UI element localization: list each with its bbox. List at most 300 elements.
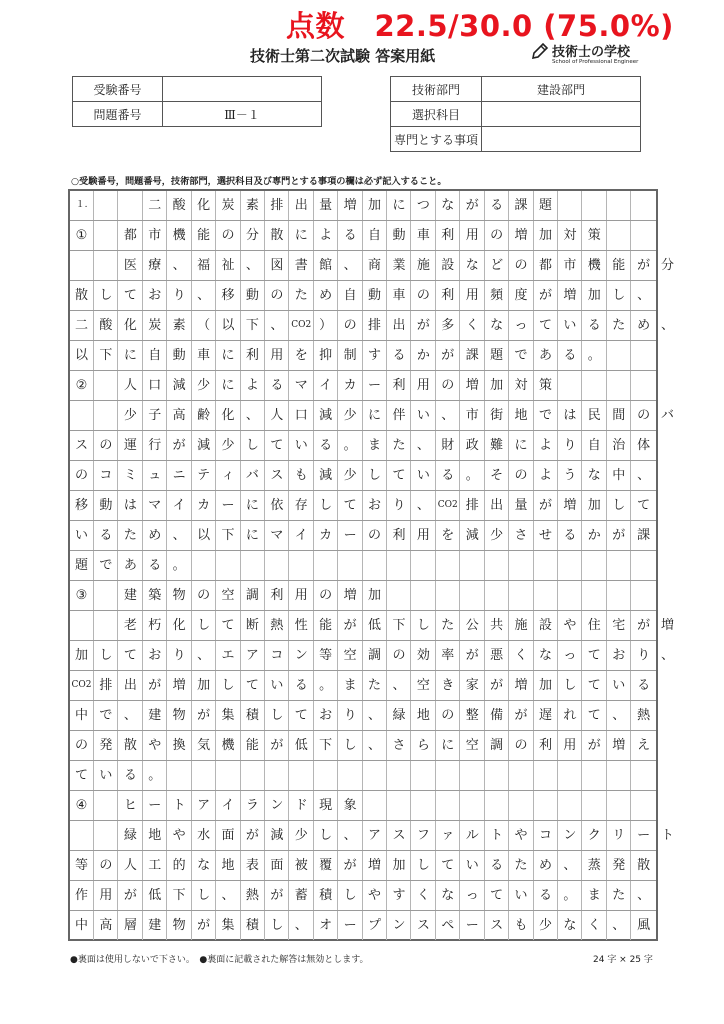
answer-cell	[314, 551, 338, 580]
answer-cell: る	[314, 431, 338, 460]
answer-cell: 少	[339, 401, 363, 430]
answer-cell: た	[290, 281, 314, 310]
answer-cell: 中	[607, 461, 631, 490]
answer-cell: の	[314, 581, 338, 610]
answer-cell: 地	[143, 821, 167, 850]
answer-cell: 課	[461, 341, 485, 370]
answer-cell	[314, 761, 338, 790]
answer-cell: ト	[485, 821, 509, 850]
answer-cell	[217, 761, 241, 790]
answer-cell	[558, 371, 582, 400]
answer-cell: め	[637, 318, 651, 333]
answer-cell	[94, 611, 118, 640]
answer-cell: 少	[290, 821, 314, 850]
answer-cell	[583, 761, 607, 790]
answer-cell: い	[412, 401, 436, 430]
answer-cell: 、	[168, 251, 192, 280]
answer-cell: ュ	[143, 461, 167, 490]
answer-cell: 出	[119, 671, 143, 700]
answer-row	[70, 371, 656, 401]
answer-cell: 利	[241, 341, 265, 370]
answer-cell	[461, 581, 485, 610]
answer-cell: 動	[168, 341, 192, 370]
answer-cell: 、	[637, 468, 651, 483]
answer-cell: が	[534, 281, 558, 310]
answer-cell: た	[436, 611, 460, 640]
exam-number-label: 受験番号	[73, 77, 163, 102]
answer-cell: 増	[558, 281, 582, 310]
answer-cell: ス	[70, 431, 94, 460]
answer-cell: 率	[436, 641, 460, 670]
answer-cell: 下	[217, 521, 241, 550]
exam-number-field[interactable]	[163, 77, 322, 102]
answer-cell	[94, 791, 118, 820]
answer-cell: 利	[436, 281, 460, 310]
answer-cell: 以	[192, 521, 216, 550]
answer-cell	[70, 821, 94, 850]
answer-cell: 化	[119, 311, 143, 340]
answer-cell: 出	[485, 491, 509, 520]
answer-cell	[632, 371, 656, 400]
answer-cell: お	[314, 701, 338, 730]
answer-cell	[363, 551, 387, 580]
margin-overflow-char: ト	[661, 828, 675, 843]
answer-cell: 二	[70, 311, 94, 340]
answer-cell: 策	[534, 371, 558, 400]
answer-grid	[68, 189, 658, 941]
answer-cell: 少	[339, 461, 363, 490]
answer-cell: そ	[485, 461, 509, 490]
answer-cell: れ	[558, 701, 582, 730]
answer-cell: て	[637, 498, 651, 513]
answer-cell	[534, 581, 558, 610]
answer-row	[70, 851, 656, 881]
answer-cell: イ	[314, 371, 338, 400]
answer-cell: っ	[558, 641, 582, 670]
answer-cell: い	[412, 461, 436, 490]
answer-cell	[192, 761, 216, 790]
answer-cell: 地	[412, 701, 436, 730]
answer-cell	[534, 761, 558, 790]
pencil-icon	[530, 41, 550, 61]
answer-cell: 低	[363, 611, 387, 640]
answer-cell: よ	[314, 221, 338, 250]
answer-cell: ー	[637, 828, 651, 843]
footer-notice: ●裏面は使用しないで下さい。 ●裏面に記載された解答は無効とします。	[70, 955, 369, 965]
answer-cell: ン	[290, 641, 314, 670]
answer-cell	[485, 581, 509, 610]
department-label: 技術部門	[391, 77, 482, 102]
answer-cell	[412, 581, 436, 610]
answer-cell: や	[363, 881, 387, 910]
answer-cell: る	[436, 461, 460, 490]
answer-cell: 福	[192, 251, 216, 280]
answer-cell: し	[265, 911, 289, 940]
answer-cell: 出	[290, 191, 314, 220]
answer-cell: し	[412, 851, 436, 880]
answer-row	[70, 731, 656, 761]
answer-cell: が	[461, 641, 485, 670]
answer-cell: 対	[510, 371, 534, 400]
answer-cell: 備	[485, 701, 509, 730]
answer-cell: 、	[241, 401, 265, 430]
answer-cell: 覆	[314, 851, 338, 880]
answer-cell	[168, 761, 192, 790]
answer-cell: 口	[143, 371, 167, 400]
answer-cell: テ	[192, 461, 216, 490]
answer-cell: 、	[168, 521, 192, 550]
answer-cell: ー	[339, 521, 363, 550]
answer-cell: 課	[510, 191, 534, 220]
answer-cell: か	[583, 521, 607, 550]
answer-cell: 朽	[143, 611, 167, 640]
answer-cell	[290, 761, 314, 790]
answer-cell: 。	[339, 431, 363, 460]
answer-row	[70, 491, 656, 521]
subject-label: 選択科目	[391, 102, 482, 127]
answer-cell: 、	[637, 288, 651, 303]
margin-overflow-char: 、	[661, 318, 675, 333]
answer-cell: 加	[387, 851, 411, 880]
answer-cell: 緑	[119, 821, 143, 850]
answer-cell: エ	[217, 641, 241, 670]
answer-cell	[485, 551, 509, 580]
answer-cell: 動	[241, 281, 265, 310]
answer-cell: 策	[583, 221, 607, 250]
answer-cell: め	[314, 281, 338, 310]
answer-cell: 機	[583, 251, 607, 280]
answer-cell: 性	[290, 611, 314, 640]
answer-cell: 建	[119, 581, 143, 610]
answer-cell: オ	[314, 911, 338, 940]
answer-cell: き	[436, 671, 460, 700]
answer-cell: の	[192, 581, 216, 610]
answer-cell: 風	[637, 918, 651, 933]
answer-cell: 表	[241, 851, 265, 880]
answer-cell: て	[241, 671, 265, 700]
answer-cell: 減	[265, 821, 289, 850]
answer-cell	[632, 191, 656, 220]
answer-cell: が	[583, 731, 607, 760]
answer-cell: 、	[607, 701, 631, 730]
answer-cell: 利	[387, 521, 411, 550]
answer-cell: ァ	[436, 821, 460, 850]
answer-cell: て	[265, 431, 289, 460]
answer-row	[70, 701, 656, 731]
answer-cell: 散	[70, 281, 94, 310]
answer-cell: 少	[485, 521, 509, 550]
answer-cell	[339, 761, 363, 790]
answer-cell: 加	[192, 671, 216, 700]
answer-cell: し	[412, 611, 436, 640]
answer-cell: し	[217, 671, 241, 700]
answer-cell: 能	[607, 251, 631, 280]
answer-cell	[632, 551, 656, 580]
answer-cell: 減	[168, 371, 192, 400]
answer-cell: 、	[412, 491, 436, 520]
answer-cell: 。	[558, 881, 582, 910]
answer-cell: 素	[168, 311, 192, 340]
answer-cell: ど	[485, 251, 509, 280]
answer-row	[70, 341, 656, 371]
answer-cell: 排	[363, 311, 387, 340]
answer-cell: や	[558, 611, 582, 640]
answer-cell: る	[265, 371, 289, 400]
answer-cell: し	[314, 491, 338, 520]
answer-cell: や	[143, 731, 167, 760]
answer-cell: イ	[217, 791, 241, 820]
answer-row	[70, 791, 656, 821]
answer-cell: 物	[168, 581, 192, 610]
answer-cell: ま	[363, 431, 387, 460]
answer-cell: ン	[387, 911, 411, 940]
answer-cell: 車	[387, 281, 411, 310]
answer-cell: が	[637, 258, 651, 273]
answer-cell: 積	[241, 911, 265, 940]
answer-cell	[632, 341, 656, 370]
answer-cell: ）	[314, 311, 338, 340]
answer-cell: て	[290, 701, 314, 730]
answer-cell	[217, 551, 241, 580]
question-number-label: 問題番号	[73, 102, 163, 127]
department-field[interactable]: 建設部門	[482, 77, 641, 102]
answer-cell: ヒ	[119, 791, 143, 820]
answer-cell: ア	[363, 821, 387, 850]
answer-cell: 少	[119, 401, 143, 430]
answer-cell: 設	[436, 251, 460, 280]
answer-cell: 用	[94, 881, 118, 910]
answer-cell: な	[485, 311, 509, 340]
answer-cell: て	[387, 461, 411, 490]
answer-cell: た	[510, 851, 534, 880]
answer-cell: 増	[363, 851, 387, 880]
answer-cell	[387, 761, 411, 790]
answer-cell: の	[510, 731, 534, 760]
answer-cell	[583, 791, 607, 820]
answer-cell: 空	[217, 581, 241, 610]
answer-cell: り	[387, 491, 411, 520]
score-heading: 点数 22.5/30.0 (75.0%)	[286, 9, 674, 43]
answer-cell: 、	[339, 821, 363, 850]
answer-cell: て	[119, 641, 143, 670]
answer-row	[70, 611, 656, 641]
answer-cell: な	[558, 911, 582, 940]
answer-cell: 齢	[192, 401, 216, 430]
answer-cell: （	[192, 311, 216, 340]
answer-cell: ー	[363, 371, 387, 400]
answer-cell: 加	[583, 491, 607, 520]
answer-cell: 制	[339, 341, 363, 370]
question-number-field[interactable]: Ⅲ－１	[163, 102, 322, 127]
answer-cell	[241, 551, 265, 580]
answer-cell: 増	[168, 671, 192, 700]
answer-cell: お	[143, 281, 167, 310]
answer-cell: い	[94, 761, 118, 790]
answer-cell: 集	[217, 911, 241, 940]
answer-cell: し	[241, 431, 265, 460]
subject-field[interactable]	[482, 102, 641, 127]
answer-cell: CO2	[290, 311, 314, 340]
answer-cell: が	[192, 911, 216, 940]
answer-cell: 加	[534, 671, 558, 700]
answer-cell: が	[436, 341, 460, 370]
answer-cell: 悪	[485, 641, 509, 670]
answer-cell: 少	[217, 431, 241, 460]
answer-cell: も	[290, 461, 314, 490]
answer-cell: ス	[387, 821, 411, 850]
answer-cell: 以	[217, 311, 241, 340]
answer-cell: 利	[265, 581, 289, 610]
answer-cell	[632, 761, 656, 790]
answer-cell: は	[119, 491, 143, 520]
answer-cell: 機	[168, 221, 192, 250]
answer-cell: た	[119, 521, 143, 550]
answer-cell: 等	[314, 641, 338, 670]
answer-cell: て	[583, 701, 607, 730]
answer-cell: お	[143, 641, 167, 670]
answer-cell: が	[143, 671, 167, 700]
answer-row	[70, 221, 656, 251]
answer-cell	[70, 251, 94, 280]
footer-grid-size: 24 字 × 25 字	[593, 955, 653, 965]
margin-overflow-char: 分	[661, 258, 675, 273]
answer-cell	[387, 581, 411, 610]
answer-cell: 整	[461, 701, 485, 730]
answer-cell: 下	[314, 731, 338, 760]
answer-cell: 加	[70, 641, 94, 670]
answer-cell	[558, 191, 582, 220]
answer-cell: 、	[412, 431, 436, 460]
answer-cell: 象	[339, 791, 363, 820]
answer-cell: し	[363, 461, 387, 490]
answer-cell: 書	[290, 251, 314, 280]
answer-cell: 増	[558, 491, 582, 520]
answer-cell: し	[265, 701, 289, 730]
answer-cell: 遅	[534, 701, 558, 730]
answer-cell: 的	[168, 851, 192, 880]
answer-cell: 利	[387, 371, 411, 400]
answer-cell: た	[363, 671, 387, 700]
answer-cell	[607, 761, 631, 790]
answer-cell: 人	[119, 851, 143, 880]
answer-cell: 街	[485, 401, 509, 430]
answer-cell: 宅	[607, 611, 631, 640]
answer-cell: は	[558, 401, 582, 430]
answer-cell: に	[387, 191, 411, 220]
answer-cell	[94, 191, 118, 220]
answer-cell: が	[339, 611, 363, 640]
answer-cell: る	[119, 761, 143, 790]
answer-cell: 築	[143, 581, 167, 610]
answer-cell: 題	[534, 191, 558, 220]
answer-cell	[339, 551, 363, 580]
answer-cell: つ	[412, 191, 436, 220]
answer-cell	[510, 551, 534, 580]
specialty-field[interactable]	[482, 127, 641, 152]
exam-info-table	[72, 76, 322, 127]
answer-cell	[534, 791, 558, 820]
answer-cell: ペ	[436, 911, 460, 940]
margin-overflow-char: 、	[661, 648, 675, 663]
answer-cell: る	[583, 311, 607, 340]
answer-cell: 市	[143, 221, 167, 250]
answer-cell: １.	[70, 191, 94, 220]
answer-cell: 医	[119, 251, 143, 280]
answer-cell: 政	[461, 431, 485, 460]
answer-cell: 、	[607, 911, 631, 940]
answer-cell: が	[192, 701, 216, 730]
answer-cell: が	[534, 491, 558, 520]
answer-cell: て	[485, 881, 509, 910]
answer-cell: ア	[241, 641, 265, 670]
answer-row	[70, 671, 656, 701]
answer-cell: に	[510, 431, 534, 460]
answer-cell: で	[94, 701, 118, 730]
answer-cell: る	[558, 521, 582, 550]
answer-cell: 多	[436, 311, 460, 340]
answer-cell: が	[119, 881, 143, 910]
answer-cell: 地	[510, 401, 534, 430]
answer-cell: て	[217, 611, 241, 640]
answer-cell: で	[534, 401, 558, 430]
answer-cell	[436, 791, 460, 820]
answer-cell: 低	[290, 731, 314, 760]
answer-cell: 難	[485, 431, 509, 460]
answer-cell: 施	[510, 611, 534, 640]
answer-cell: 現	[314, 791, 338, 820]
answer-cell: 炭	[143, 311, 167, 340]
answer-cell: や	[510, 821, 534, 850]
answer-cell	[265, 761, 289, 790]
answer-cell: 伴	[387, 401, 411, 430]
answer-cell: 換	[168, 731, 192, 760]
answer-cell: 加	[485, 371, 509, 400]
answer-cell: 蒸	[583, 851, 607, 880]
answer-cell: 、	[558, 851, 582, 880]
answer-cell: し	[607, 281, 631, 310]
answer-row	[70, 431, 656, 461]
answer-cell	[632, 221, 656, 250]
answer-cell: い	[461, 851, 485, 880]
answer-cell: 発	[94, 731, 118, 760]
answer-cell: 能	[314, 611, 338, 640]
answer-cell: 運	[119, 431, 143, 460]
answer-cell: マ	[143, 491, 167, 520]
answer-cell	[632, 581, 656, 610]
answer-cell: 用	[412, 371, 436, 400]
answer-cell	[558, 581, 582, 610]
answer-cell: よ	[534, 461, 558, 490]
answer-cell: る	[485, 191, 509, 220]
answer-cell: の	[339, 311, 363, 340]
answer-cell: り	[339, 701, 363, 730]
answer-cell: 公	[461, 611, 485, 640]
answer-cell: か	[412, 341, 436, 370]
answer-cell: 財	[436, 431, 460, 460]
answer-cell: 市	[461, 401, 485, 430]
answer-cell	[534, 551, 558, 580]
answer-cell: 商	[363, 251, 387, 280]
answer-cell: せ	[534, 521, 558, 550]
answer-cell	[387, 791, 411, 820]
answer-cell: 依	[265, 491, 289, 520]
answer-cell: 題	[485, 341, 509, 370]
answer-cell: 下	[241, 311, 265, 340]
answer-cell: 炭	[217, 191, 241, 220]
answer-row	[70, 911, 656, 941]
answer-cell: く	[461, 311, 485, 340]
answer-cell: 利	[436, 221, 460, 250]
